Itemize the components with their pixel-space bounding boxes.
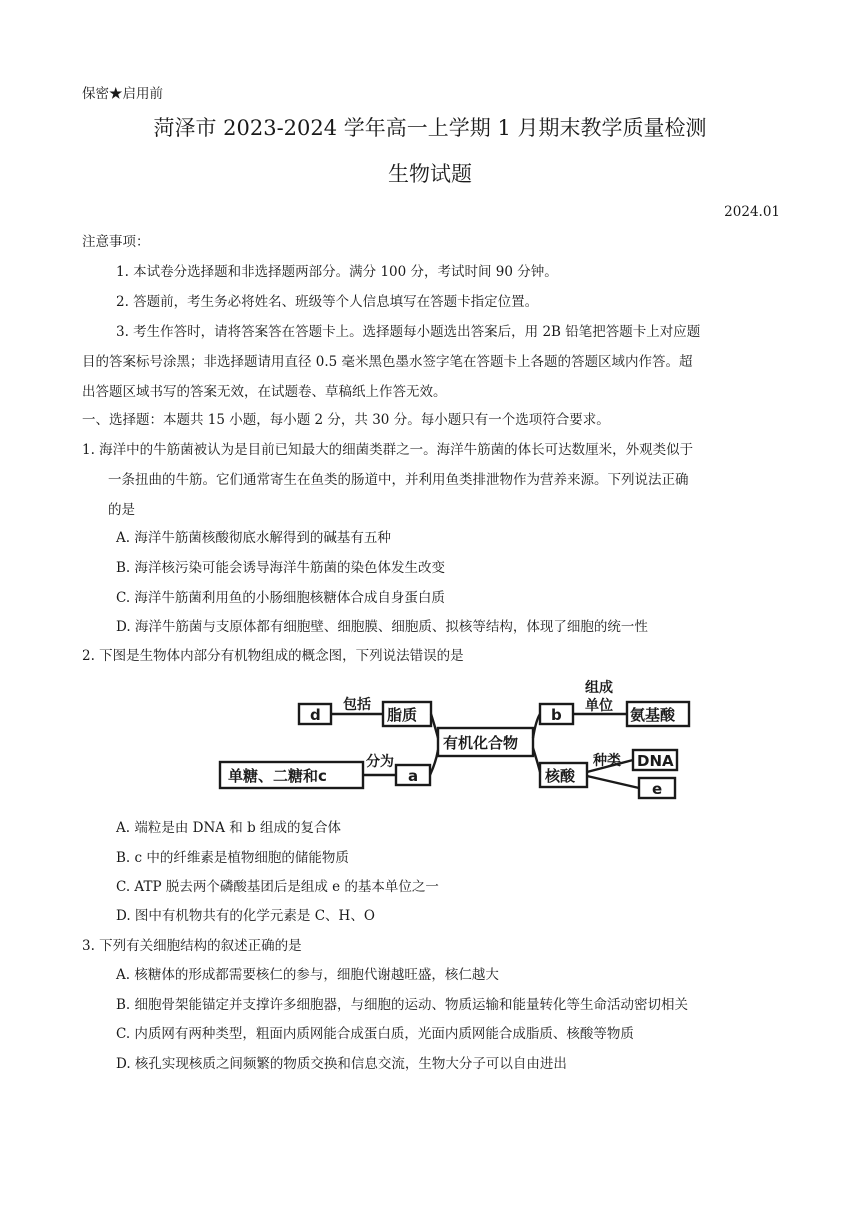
notice-item: 3. 考生作答时，请将答案答在答题卡上。选择题每小题选出答案后，用 2B 铅笔把答题卡上对应题 (116, 324, 701, 340)
option-a: A. 海洋牛筋菌核酸彻底水解得到的碱基有五种 (116, 530, 391, 546)
option-a: A. 核糖体的形成都需要核仁的参与，细胞代谢越旺盛，核仁越大 (116, 967, 499, 983)
notice-item: 目的答案标号涂黑；非选择题请用直径 0.5 毫米黑色墨水签字笔在答题卡上各题的答题区域内作答。超 (82, 354, 693, 370)
label-nucleic: 核酸 (545, 767, 576, 785)
label-unit: 单位 (585, 698, 613, 714)
option-d: D. 图中有机物共有的化学元素是 C、H、O (116, 908, 375, 924)
option-a: A. 端粒是由 DNA 和 b 组成的复合体 (116, 820, 342, 836)
question-stem: 一条扭曲的牛筋。它们通常寄生在鱼类的肠道中，并利用鱼类排泄物作为营养来源。下列说法正确 (108, 472, 689, 488)
label-e: e (652, 780, 663, 798)
exam-subtitle: 生物试题 (388, 162, 472, 186)
option-c: C. ATP 脱去两个磷酸基团后是组成 e 的基本单位之一 (116, 879, 439, 895)
label-sugars: 单糖、二糖和c (228, 767, 327, 785)
question-stem: 3. 下列有关细胞结构的叙述正确的是 (82, 938, 302, 954)
option-b: B. 细胞骨架能锚定并支撑许多细胞器，与细胞的运动、物质运输和能量转化等生命活动密切相关 (116, 997, 689, 1013)
label-d: d (310, 706, 321, 724)
label-kind: 种类 (593, 753, 621, 769)
label-divide: 分为 (366, 754, 394, 770)
section-heading: 一、选择题：本题共 15 小题，每小题 2 分，共 30 分。每小题只有一个选项符合要求。 (82, 412, 610, 428)
confidential-mark: 保密★启用前 (82, 86, 163, 102)
option-b: B. 海洋核污染可能会诱导海洋牛筋菌的染色体发生改变 (116, 560, 446, 576)
label-lipid: 脂质 (387, 706, 418, 724)
label-a: a (408, 767, 419, 785)
exam-date: 2024.01 (724, 204, 780, 220)
notice-heading: 注意事项： (82, 234, 150, 250)
concept-map (210, 672, 700, 807)
question-stem: 2. 下图是生物体内部分有机物组成的概念图，下列说法错误的是 (82, 648, 464, 664)
notice-item: 2. 答题前，考生务必将姓名、班级等个人信息填写在答题卡指定位置。 (116, 294, 539, 310)
question-stem: 的是 (108, 502, 135, 518)
label-b: b (551, 706, 562, 724)
label-compose: 组成 (585, 680, 613, 696)
option-b: B. c 中的纤维素是植物细胞的储能物质 (116, 850, 349, 866)
label-dna: DNA (637, 752, 674, 770)
question-stem: 1. 海洋中的牛筋菌被认为是目前已知最大的细菌类群之一。海洋牛筋菌的体长可达数厘米，外观类似于 (82, 442, 694, 458)
option-d: D. 核孔实现核质之间频繁的物质交换和信息交流，生物大分子可以自由进出 (116, 1056, 567, 1072)
notice-item: 出答题区域书写的答案无效，在试题卷、草稿纸上作答无效。 (82, 384, 447, 400)
exam-title: 菏泽市 2023-2024 学年高一上学期 1 月期末教学质量检测 (153, 116, 707, 140)
option-c: C. 海洋牛筋菌利用鱼的小肠细胞核糖体合成自身蛋白质 (116, 590, 445, 606)
notice-item: 1. 本试卷分选择题和非选择题两部分。满分 100 分，考试时间 90 分钟。 (116, 264, 558, 280)
label-include: 包括 (343, 697, 371, 713)
option-d: D. 海洋牛筋菌与支原体都有细胞壁、细胞膜、细胞质、拟核等结构，体现了细胞的统一性 (116, 619, 648, 635)
label-center: 有机化合物 (443, 734, 519, 752)
option-c: C. 内质网有两种类型，粗面内质网能合成蛋白质，光面内质网能合成脂质、核酸等物质 (116, 1026, 634, 1042)
label-amino: 氨基酸 (630, 706, 676, 724)
